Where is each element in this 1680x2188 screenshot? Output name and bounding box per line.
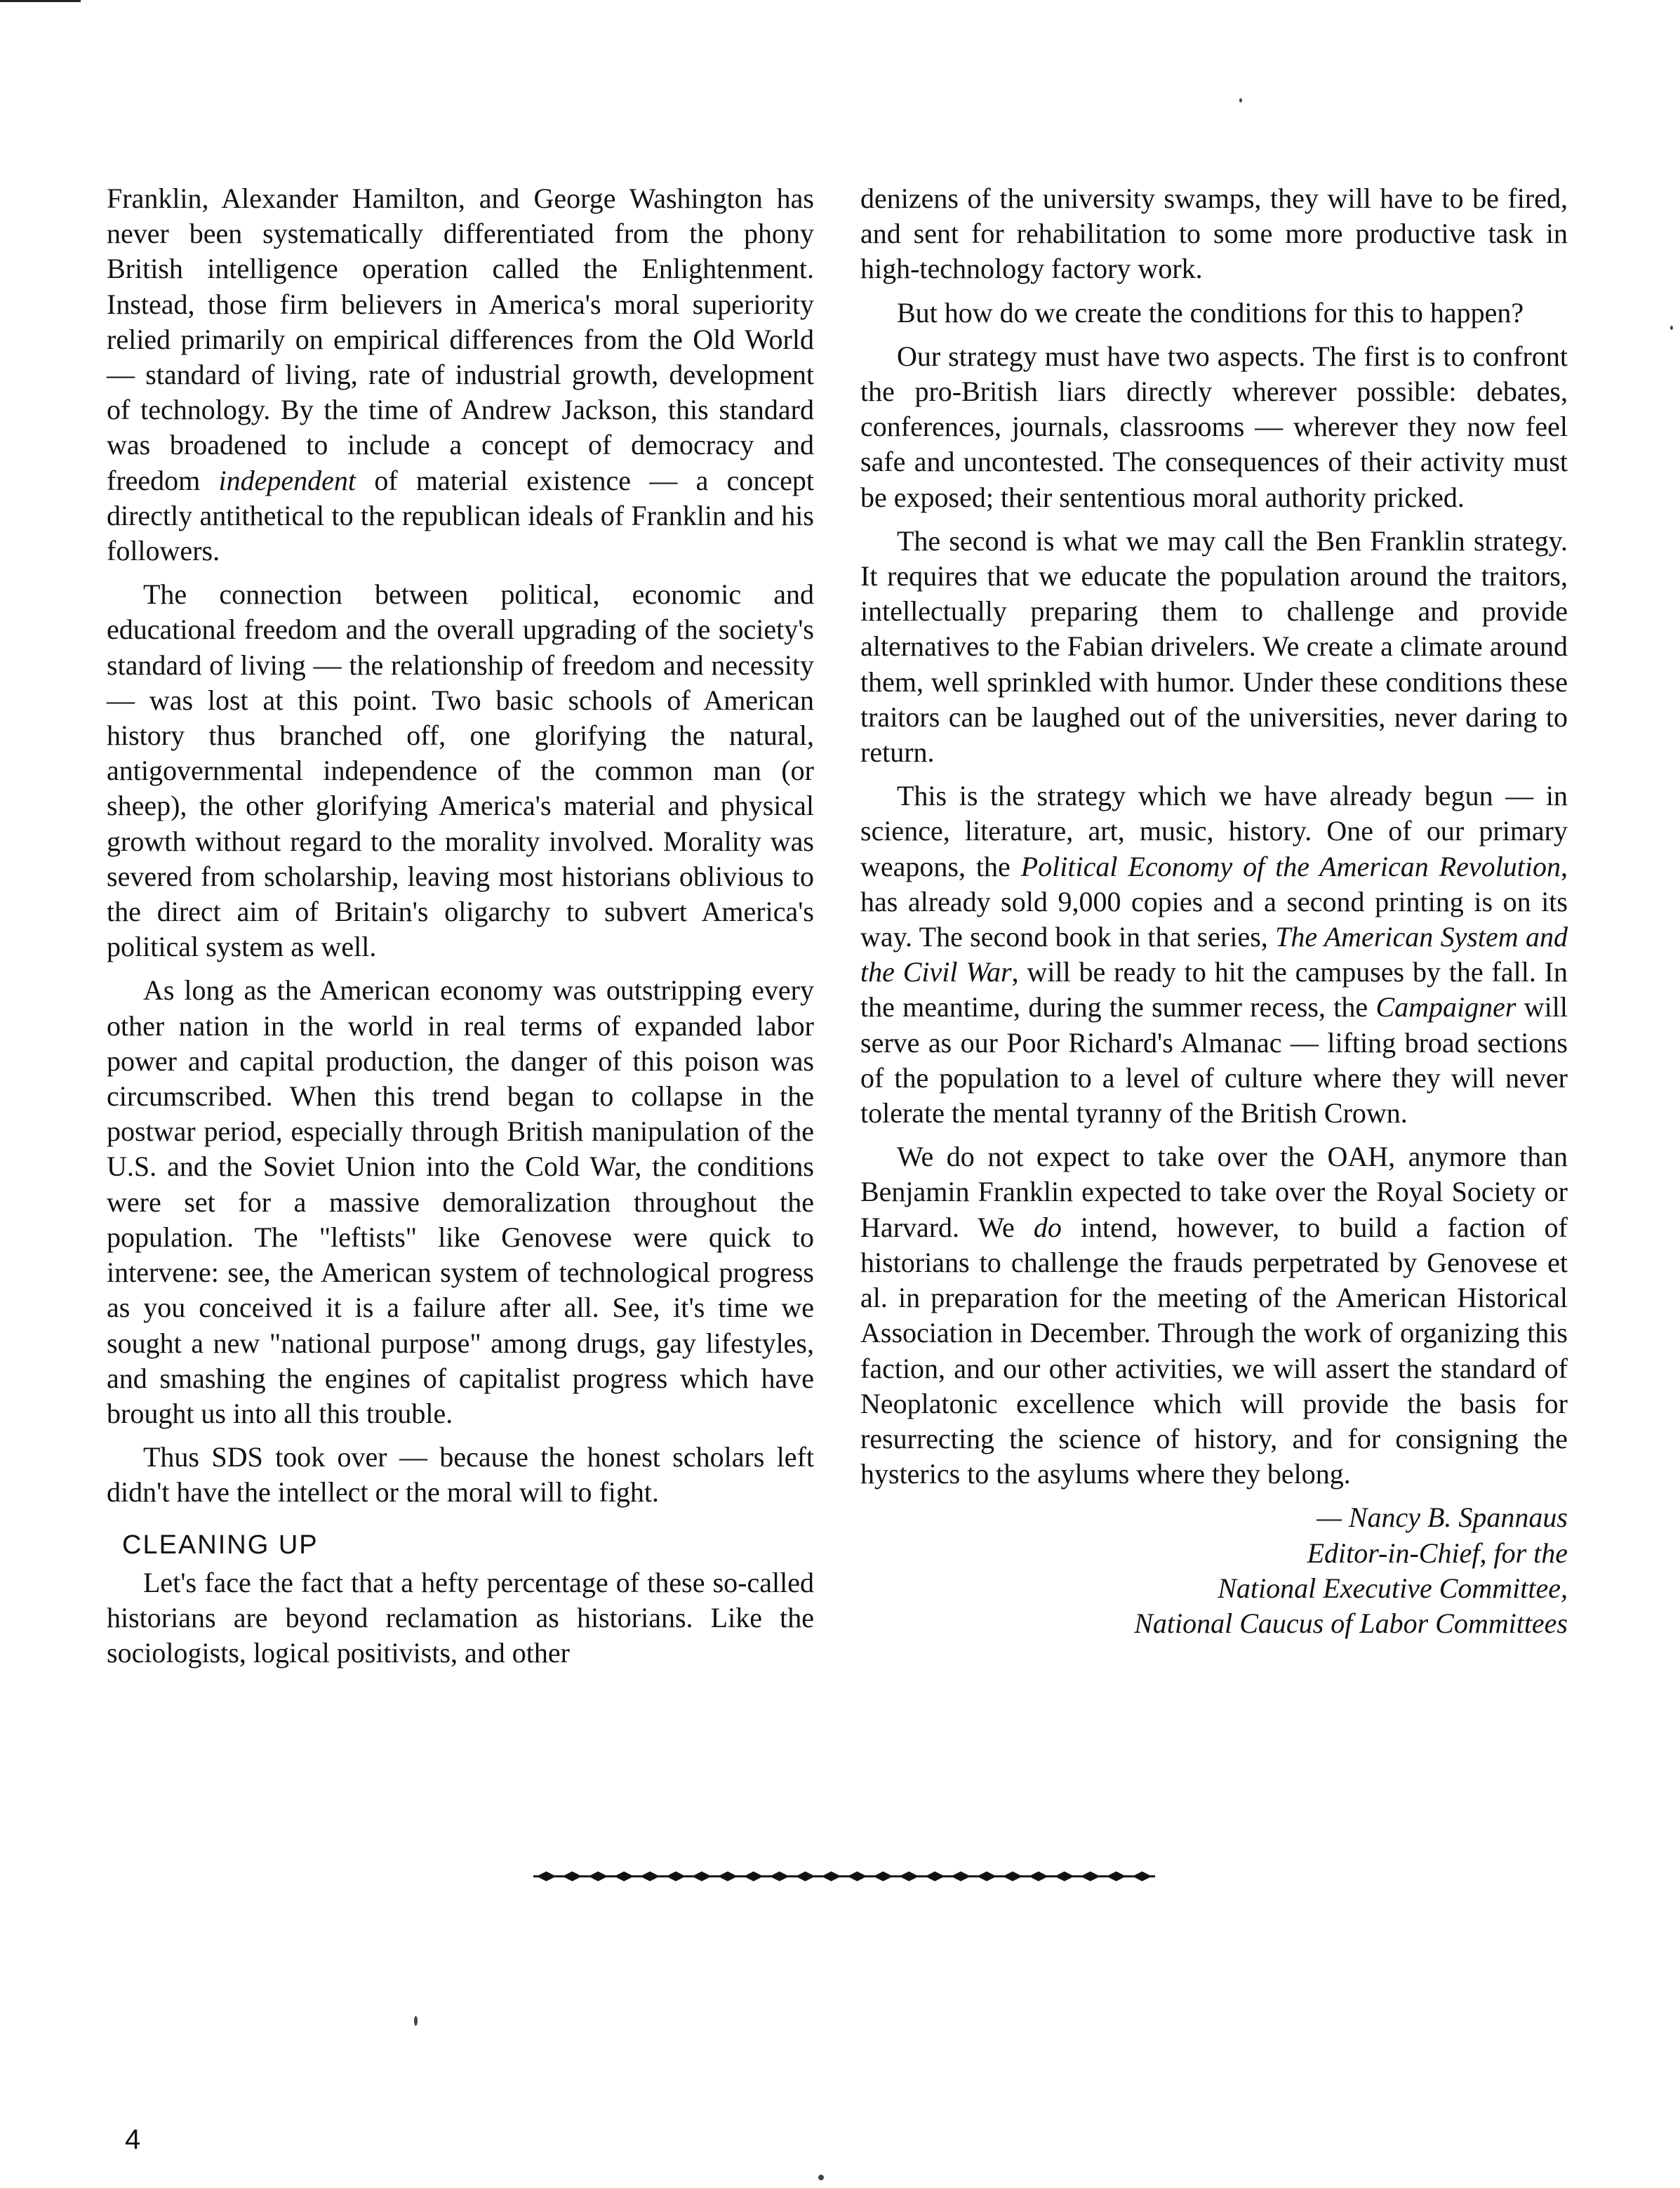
scan-speck — [414, 2016, 418, 2026]
ornament-diamond — [744, 1871, 764, 1881]
ornament-diamond — [614, 1871, 634, 1881]
left-paragraph-2: The connection between political, economic and educational freedom and the overall upgrading of the society's standard of living — the relationship of freedom and necessity — was lost at this point. Two basic schools of American history thus branched off, one glorifying the natural, antigovernmental independence of the common man (or sheep), the other glorifying America's material and physical growth without regard to the morality involved. Morality was severed from scholarship, leaving most historians oblivious to the direct aim of Britain's oligarchy to subvert America's political system as well. — [107, 578, 814, 963]
section-heading: CLEANING UP — [122, 1530, 319, 1560]
right-paragraph-6: We do not expect to take over the OAH, anymore than Benjamin Franklin expected to take over the Royal Society or Harvard. We do intend, however, to build a faction of historians to challenge the frauds perpetrated by Genovese et al. in preparation for the meeting of the American Historical Association in December. Through the work of organizing this faction, and our other activities, we will assert the standard of Neoplatonic excellence which will provide the basis for resurrecting the science of history, and for consigning the hysterics to the asylums where they belong. — [860, 1141, 1568, 1490]
top-corner-rule — [0, 0, 81, 2]
left-column — [107, 181, 814, 1679]
ornament-diamond — [718, 1871, 738, 1881]
ornament-diamond — [1055, 1871, 1074, 1881]
ornament-diamond — [1003, 1871, 1022, 1881]
signature-committee: National Executive Committee, — [1218, 1572, 1568, 1604]
left-paragraph-4: Thus SDS took over — because the honest scholars left didn't have the intellect or the moral will to fight. — [107, 1441, 814, 1509]
left-paragraph-5: Let's face the fact that a hefty percentage of these so-called historians are beyond reclamation as historians. Like the sociologists, logical positivists, and other — [107, 1566, 814, 1669]
left-paragraph-1: Franklin, Alexander Hamilton, and George Washington has never been systematically differentiated from the phony British intelligence operation called the Enlightenment. Instead, those firm believers in America's moral superiority relied primarily on empirical differences from the Old World — standard of living, rate of industrial growth, development of technology. By the time of Andrew Jackson, this standard was broadened to include a concept of democracy and freedom independent of material existence — a concept directly antithetical to the republican ideals of Franklin and his followers. — [107, 183, 815, 567]
right-column — [860, 181, 1568, 1641]
ornament-diamond — [899, 1871, 919, 1881]
ornament-diamond — [796, 1871, 815, 1881]
ornament-diamond — [562, 1871, 582, 1881]
diamond-ornament-divider — [533, 1866, 1155, 1887]
page-number: 4 — [125, 2124, 141, 2155]
signature-title: Editor-in-Chief, for the — [1307, 1537, 1568, 1569]
ornament-diamond — [1107, 1871, 1126, 1881]
ornament-diamond — [847, 1871, 867, 1881]
ornament-diamond — [822, 1871, 841, 1881]
ornament-diamond — [640, 1871, 660, 1881]
right-paragraph-2: But how do we create the conditions for this to happen? — [897, 296, 1524, 329]
ornament-diamond — [692, 1871, 712, 1881]
right-paragraph-4: The second is what we may call the Ben Franklin strategy. It requires that we educate the population around the traitors, intellectually preparing them to challenge and provide alternatives to the Fabian drivelers. We create a climate around them, well sprinkled with humor. Under these conditions these traitors can be laughed out of the universities, never daring to return. — [860, 524, 1568, 769]
ornament-diamond — [951, 1871, 971, 1881]
signature-block — [860, 1500, 1568, 1641]
ornament-diamond — [1133, 1871, 1152, 1881]
right-paragraph-3: Our strategy must have two aspects. The first is to confront the pro-British liars directly wherever possible: debates, conferences, journals, classrooms — wherever they now feel safe and uncontested. The consequences of their activity must be exposed; their sententious moral authority pricked. — [860, 340, 1568, 513]
signature-name: — Nancy B. Spannaus — [1316, 1501, 1568, 1534]
ornament-diamond — [536, 1871, 556, 1881]
ornament-diamond — [666, 1871, 686, 1881]
scan-speck — [1670, 326, 1673, 330]
ornament-diamond — [977, 1871, 996, 1881]
scan-speck — [1239, 98, 1242, 102]
right-paragraph-1: denizens of the university swamps, they will have to be fired, and sent for rehabilitation to some more productive task in high-technology factory work. — [860, 183, 1568, 285]
ornament-diamond — [873, 1871, 893, 1881]
ornament-diamond — [1081, 1871, 1100, 1881]
scan-speck — [818, 2175, 824, 2180]
right-paragraph-5: This is the strategy which we have already begun — in science, literature, art, music, history. One of our primary weapons, the Political Economy of the American Revolution, has already sold 9,000 copies and a second printing is on its way. The second book in that series, The American System and the Civil War, will be ready to hit the campuses by the fall. In the meantime, during the summer recess, the Campaigner will serve as our Poor Richard's Almanac — lifting broad sections of the population to a level of culture where they will never tolerate the mental tyranny of the British Crown. — [860, 780, 1568, 1129]
left-paragraph-3: As long as the American economy was outstripping every other nation in the world in real terms of expanded labor power and capital production, the danger of this poison was circumscribed. When this trend began to collapse in the postwar period, especially through British manipulation of the U.S. and the Soviet Union into the Cold War, the conditions were set for a massive demoralization throughout the population. The "leftists" like Genovese were quick to intervene: see, the American system of technological progress as you conceived it is a failure after all. See, it's time we sought a new "national purpose" among drugs, gay lifestyles, and smashing the engines of capitalist progress which have brought us into all this trouble. — [107, 974, 814, 1429]
ornament-diamond — [925, 1871, 945, 1881]
ornament-diamond — [770, 1871, 789, 1881]
ornament-diamond — [588, 1871, 608, 1881]
signature-organization: National Caucus of Labor Committees — [1134, 1607, 1568, 1639]
ornament-diamond — [1029, 1871, 1048, 1881]
